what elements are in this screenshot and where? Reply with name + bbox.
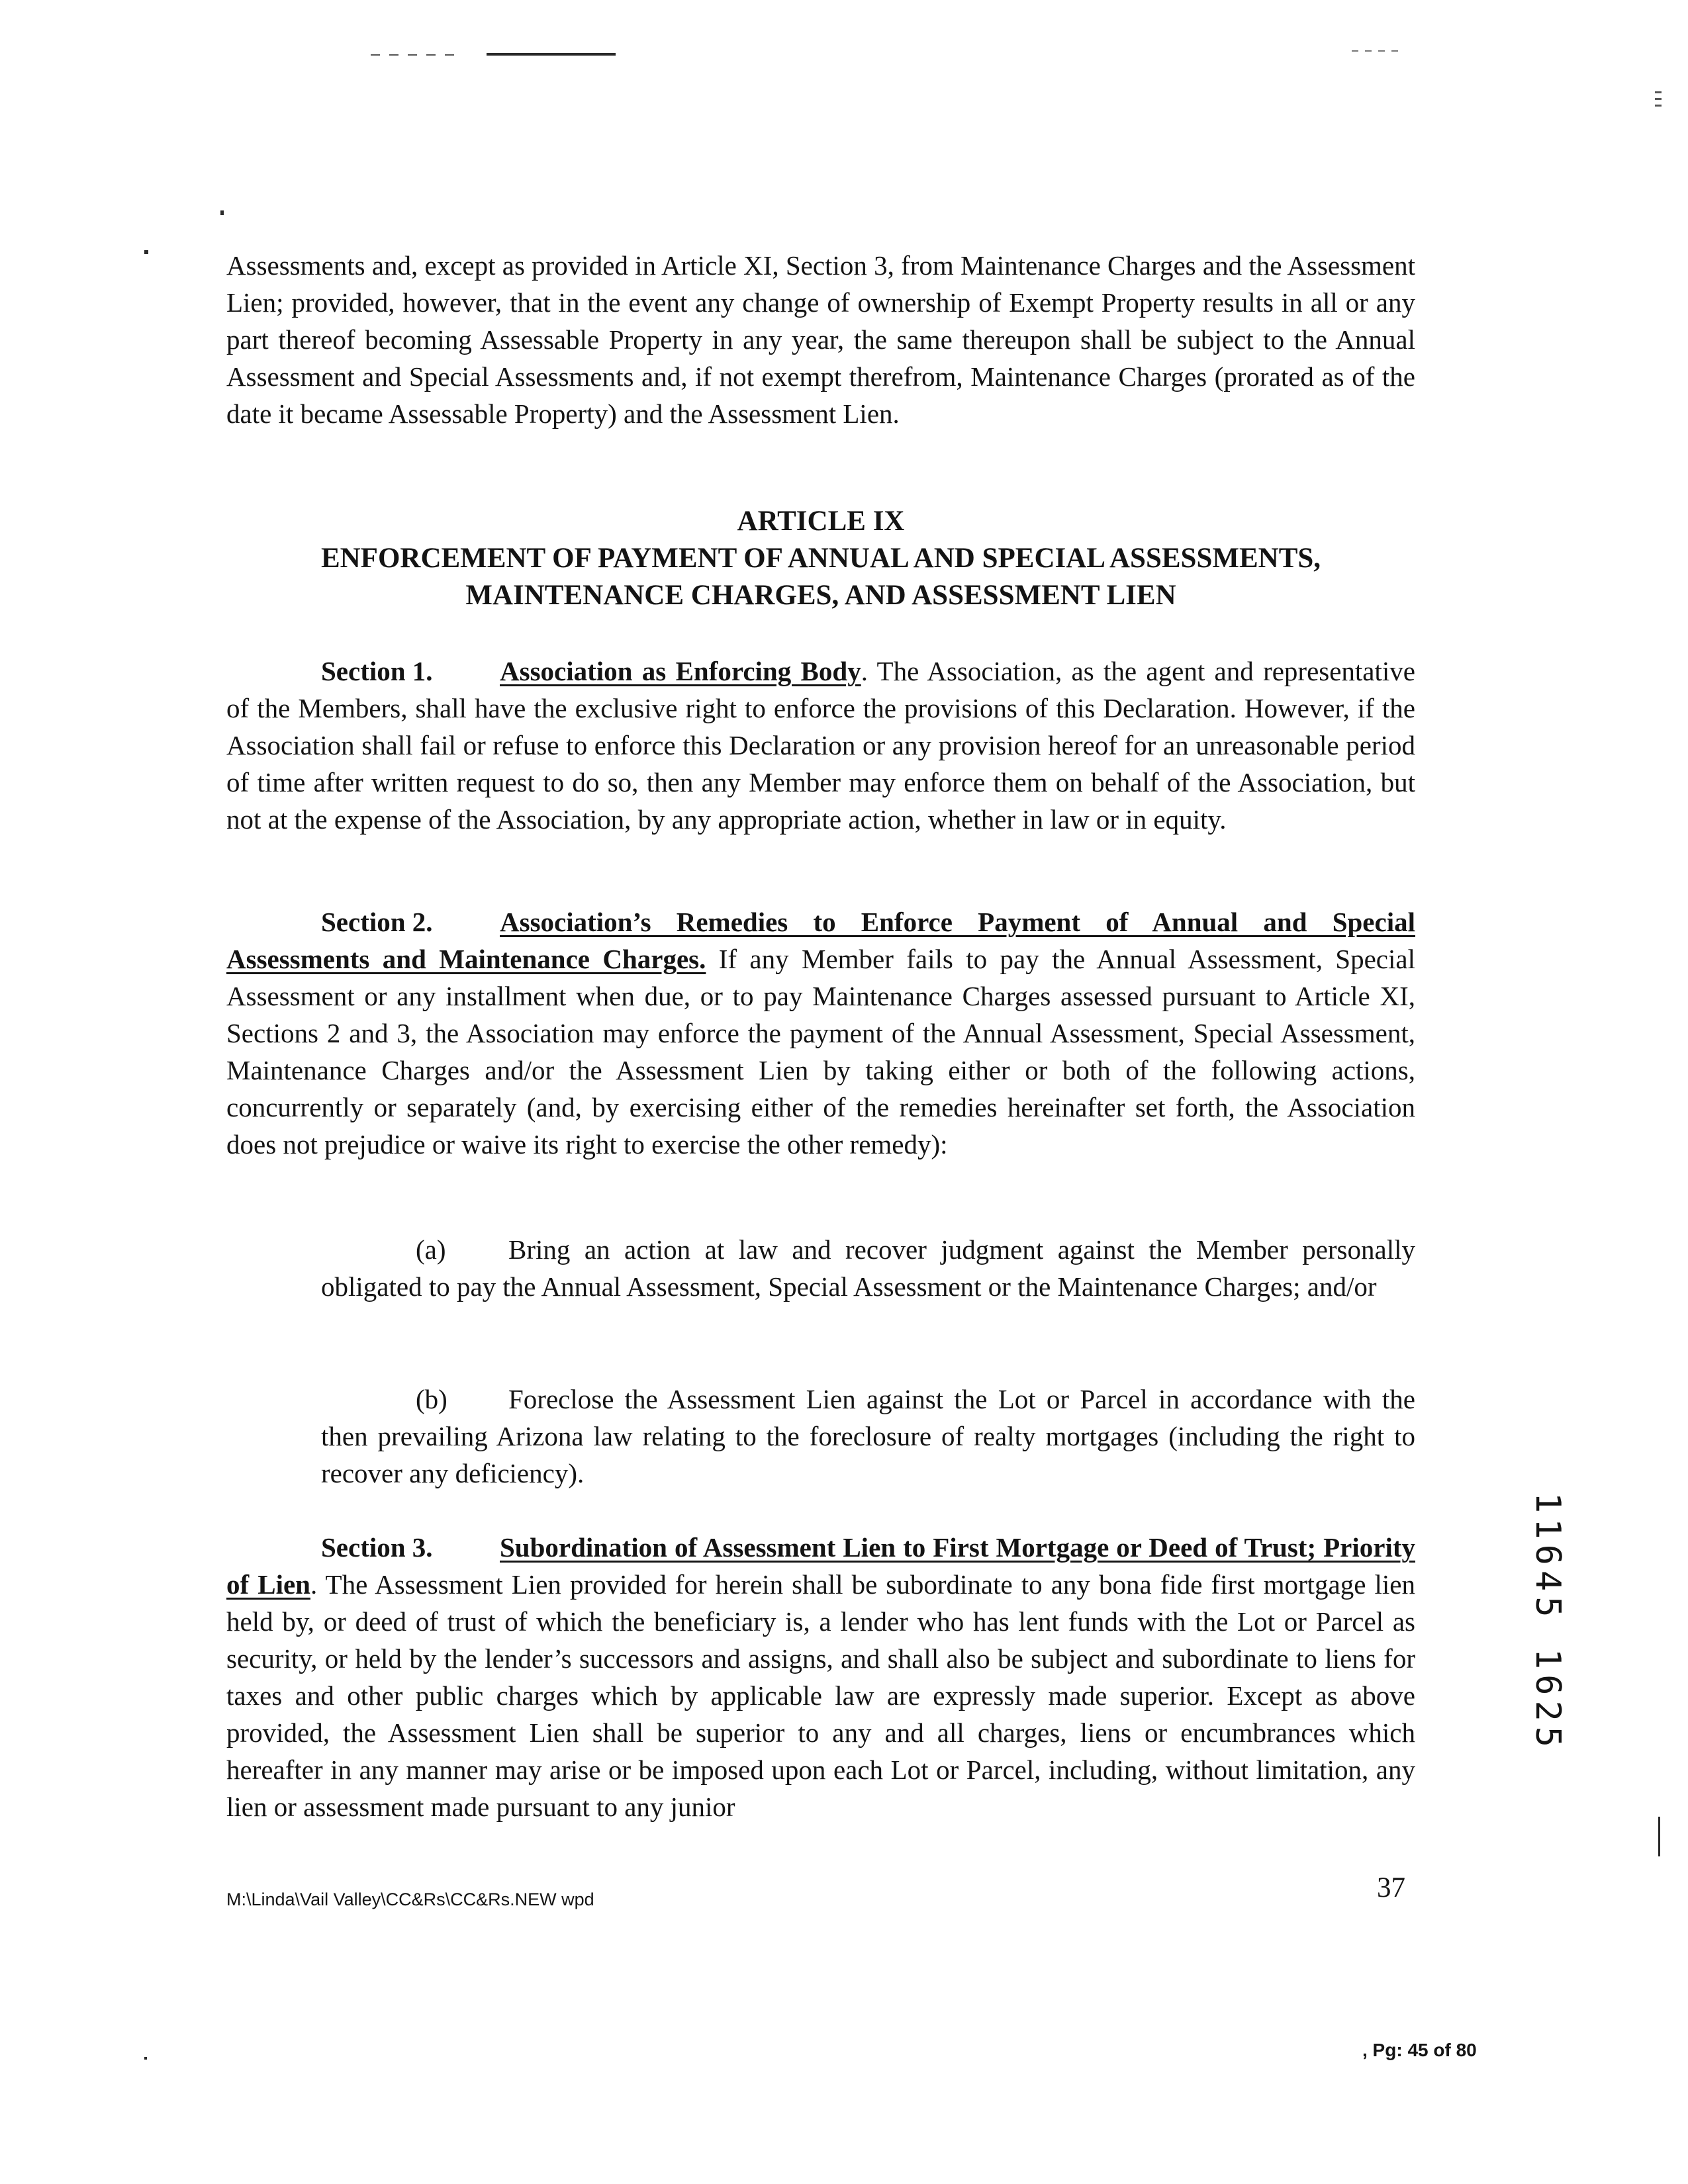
- recording-number: 11645 1625: [1528, 1492, 1568, 1753]
- section-2-number: Section 2.: [321, 907, 433, 937]
- remedy-b: [321, 1381, 1415, 1492]
- section-3-number: Section 3.: [321, 1532, 433, 1563]
- remedy-b-text: Foreclose the Assessment Lien against the Lot or Parcel in accordance with the then prevailing Arizona law relating to the foreclosure of realty mortgages (including the right to recover any deficiency).: [321, 1384, 1415, 1488]
- remedy-a: [321, 1231, 1415, 1305]
- remedy-a-text: Bring an action at law and recover judgment against the Member personally obligated to pay the Annual Assessment, Special Assessment or the Maintenance Charges; and/or: [321, 1234, 1415, 1302]
- section-1-body: . The Association, as the agent and representative of the Members, shall have the exclusive right to enforce the provisions of this Declaration. However, if the Association shall fail or refuse to enforce this Declaration or any provision hereof for an unreasonable period of time after written request to do so, then any Member may enforce them on behalf of the Association, but not at the expense of the Association, by any appropriate action, whether in law or in equity.: [226, 656, 1415, 835]
- section-2: [226, 903, 1415, 1163]
- recording-number-stamp: [1529, 1492, 1575, 1863]
- section-3-title: Subordination of Assessment Lien to First Mortgage or Deed of Trust; Priority of Lien: [226, 1532, 1415, 1600]
- remedy-b-label: (b): [416, 1384, 447, 1414]
- section-2-title: Association’s Remedies to Enforce Payment of Annual and Special Assessments and Maintenance Charges.: [226, 907, 1415, 974]
- intro-paragraph: Assessments and, except as provided in Article XI, Section 3, from Maintenance Charges and the Assessment Lien; provided, however, that in the event any change of ownership of Exempt Property results in all or any part thereof becoming Assessable Property in any year, the same thereupon shall be subject to the Annual Assessment and Special Assessments and, if not exempt therefrom, Maintenance Charges (prorated as of the date it became Assessable Property) and the Assessment Lien.: [226, 250, 1416, 429]
- article-title-line1: ENFORCEMENT OF PAYMENT OF ANNUAL AND SPECIAL ASSESSMENTS,: [320, 543, 1321, 574]
- remedy-a-label: (a): [416, 1234, 446, 1265]
- section-2-body: If any Member fails to pay the Annual Assessment, Special Assessment or any installment when due, or to pay Maintenance Charges assessed pursuant to Article XI, Sections 2 and 3, the Association may enforce the payment of the Annual Assessment, Special Assessment, Maintenance Charges and/or the Assessment Lien by taking either or both of the following actions, concurrently or separately (and, by exercising either of the remedies hereinafter set forth, the Association does not prejudice or waive its right to exercise the other remedy):: [226, 944, 1415, 1160]
- page-number: 37: [1377, 1872, 1405, 1903]
- footer-file-path: M:\Linda\Vail Valley\CC&Rs\CC&Rs.NEW wpd: [226, 1889, 594, 1909]
- section-1: [226, 653, 1415, 838]
- article-number: ARTICLE IX: [737, 506, 905, 537]
- scan-mark-top: [487, 53, 616, 56]
- scan-mark-margin: [1658, 1817, 1660, 1856]
- scan-dot: [144, 2057, 147, 2060]
- scan-mark-margin: [1655, 91, 1662, 111]
- scan-mark-right: [1352, 50, 1401, 52]
- scan-mark-top-dashes: [371, 54, 463, 56]
- section-1-number: Section 1.: [321, 656, 433, 686]
- recorder-page-count: , Pg: 45 of 80: [1362, 2040, 1477, 2060]
- scan-dot: [220, 210, 224, 215]
- section-1-title: Association as Enforcing Body: [500, 656, 861, 686]
- article-title-line2: MAINTENANCE CHARGES, AND ASSESSMENT LIEN: [465, 580, 1176, 611]
- scan-dot: [144, 250, 148, 254]
- section-3: [226, 1529, 1415, 1825]
- section-3-body: . The Assessment Lien provided for herein shall be subordinate to any bona fide first mortgage lien held by, or deed of trust of which the beneficiary is, a lender who has lent funds with the Lot or Parcel as security, or held by the lender’s successors and assigns, and shall also be subject and subordinate to liens for taxes and other public charges which by applicable law are expressly made superior. Except as above provided, the Assessment Lien shall be superior to any and all charges, liens or encumbrances which hereafter in any manner may arise or be imposed upon each Lot or Parcel, including, without limitation, any lien or assessment made pursuant to any junior: [226, 1569, 1415, 1822]
